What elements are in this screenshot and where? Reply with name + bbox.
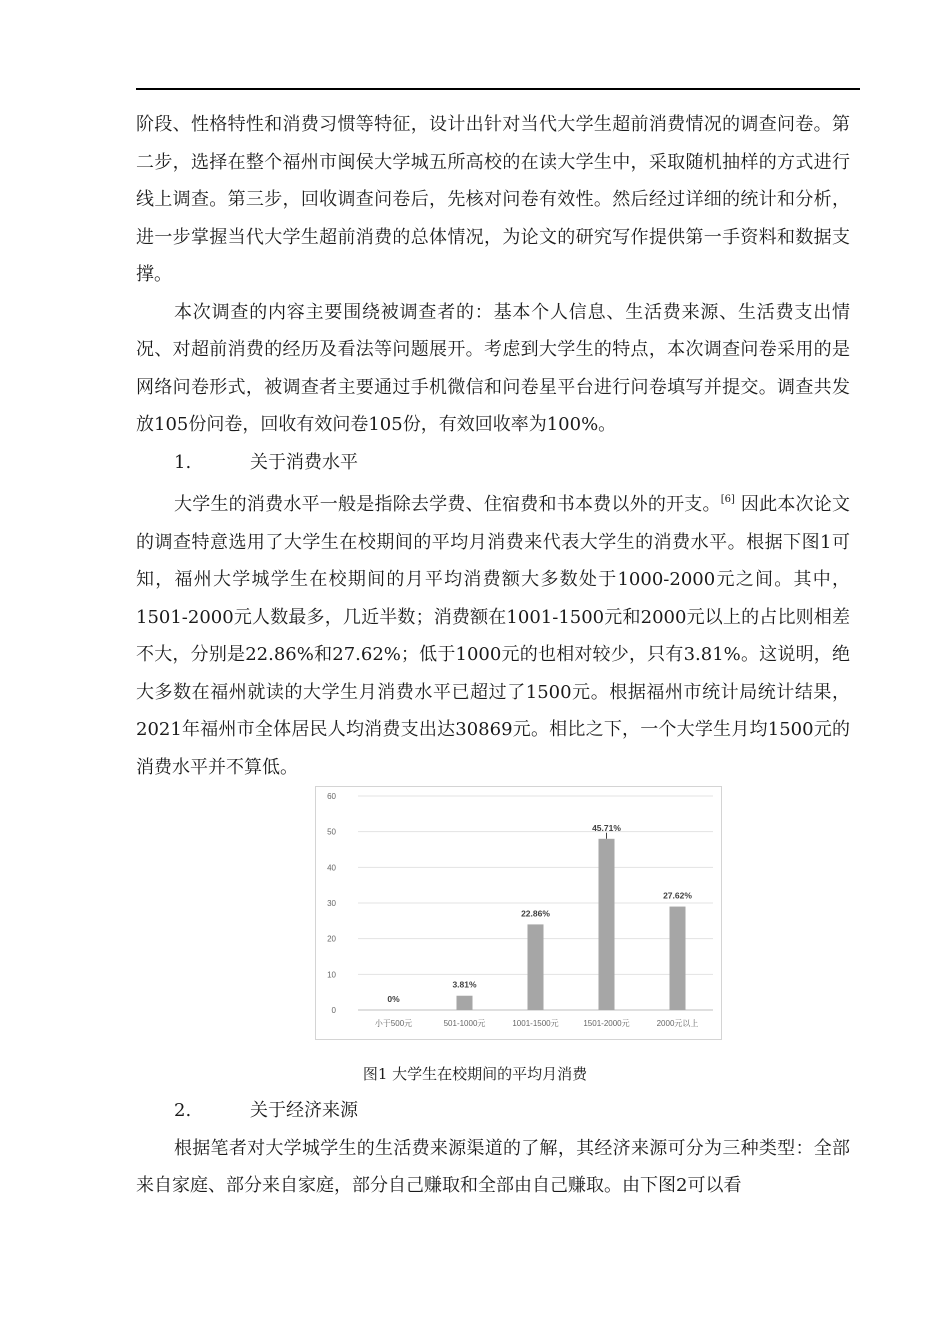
section-title: 关于消费水平 — [250, 451, 358, 473]
data-label: 27.62% — [663, 890, 692, 901]
data-label: 45.71% — [592, 822, 621, 833]
paragraph-consumption-level — [136, 481, 850, 786]
y-tick-label: 50 — [327, 827, 336, 837]
y-tick-label: 20 — [327, 934, 336, 944]
paragraph-text-after-reference: 因此本次论文的调查特意选用了大学生在校期间的平均月消费来代表大学生的消费水平。根据下图1可知，福州大学城学生在校期间的月平均消费额大多数处于1000-2000元之间。其中，1501-2000元人数最多，几近半数；消费额在1001-1500元和2000元以上的占比则相差不大，分别是22.86%和27.62%；低于1000元的也相对较少，只有3.81%。这说明，绝大多数在福州就读的大学生月消费水平已超过了1500元。根据福州市统计局统计结果，2021年福州市全体居民人均消费支出达30869元。相比之下，一个大学生月均1500元的消费水平并不算低。 — [136, 494, 850, 778]
figure-caption: 图1 大学生在校期间的平均月消费 — [362, 1065, 588, 1083]
section-number: 2. — [174, 1100, 192, 1121]
y-tick-label: 60 — [327, 792, 336, 801]
header-rule — [136, 88, 860, 90]
section-heading-income-source — [136, 1092, 850, 1130]
data-label: 0% — [387, 994, 400, 1004]
section-heading-consumption-level — [136, 444, 850, 482]
body-text-top — [136, 106, 850, 786]
bar-chart — [316, 787, 721, 1039]
section-title: 关于经济来源 — [250, 1100, 358, 1121]
bar — [599, 839, 615, 1010]
x-tick-label: 1501-2000元 — [583, 1019, 630, 1028]
section-number: 1. — [174, 451, 192, 473]
x-tick-label: 小于500元 — [374, 1019, 413, 1028]
body-text-bottom — [136, 1092, 850, 1205]
x-tick-label: 501-1000元 — [443, 1019, 486, 1028]
bar — [457, 996, 473, 1010]
paragraph-income-source: 根据笔者对大学城学生的生活费来源渠道的了解，其经济来源可分为三种类型：全部来自家庭、部分来自家庭，部分自己赚取和全部由自己赚取。由下图2可以看 — [136, 1137, 850, 1196]
paragraph-survey-steps: 阶段、性格特性和消费习惯等特征，设计出针对当代大学生超前消费情况的调查问卷。第二步，选择在整个福州市闽侯大学城五所高校的在读大学生中，采取随机抽样的方式进行线上调查。第三步，回收调查问卷后，先核对问卷有效性。然后经过详细的统计和分析，进一步掌握当代大学生超前消费的总体情况，为论文的研究写作提供第一手资料和数据支撑。 — [136, 114, 850, 285]
y-tick-label: 0 — [331, 1006, 336, 1015]
data-label: 22.86% — [521, 908, 550, 919]
y-tick-label: 40 — [327, 863, 336, 873]
paragraph-text-before-reference: 大学生的消费水平一般是指除去学费、住宿费和书本费以外的开支。 — [174, 494, 721, 515]
x-tick-label: 1001-1500元 — [512, 1019, 559, 1028]
bar — [528, 924, 544, 1010]
x-tick-label: 2000元以上 — [656, 1019, 699, 1028]
y-tick-label: 30 — [327, 899, 336, 908]
y-tick-label: 10 — [327, 970, 336, 980]
data-label: 3.81% — [452, 979, 477, 990]
paragraph-survey-content: 本次调查的内容主要围绕被调查者的：基本个人信息、生活费来源、生活费支出情况、对超前消费的经历及看法等问题展开。考虑到大学生的特点，本次调查问卷采用的是网络问卷形式，被调查者主要通过手机微信和问卷星平台进行问卷填写并提交。调查共发放105份问卷，回收有效问卷105份，有效回收率为100%。 — [136, 301, 850, 435]
bar — [670, 907, 686, 1010]
figure-bar-chart — [315, 786, 722, 1040]
reference-mark: [6] — [720, 494, 735, 505]
